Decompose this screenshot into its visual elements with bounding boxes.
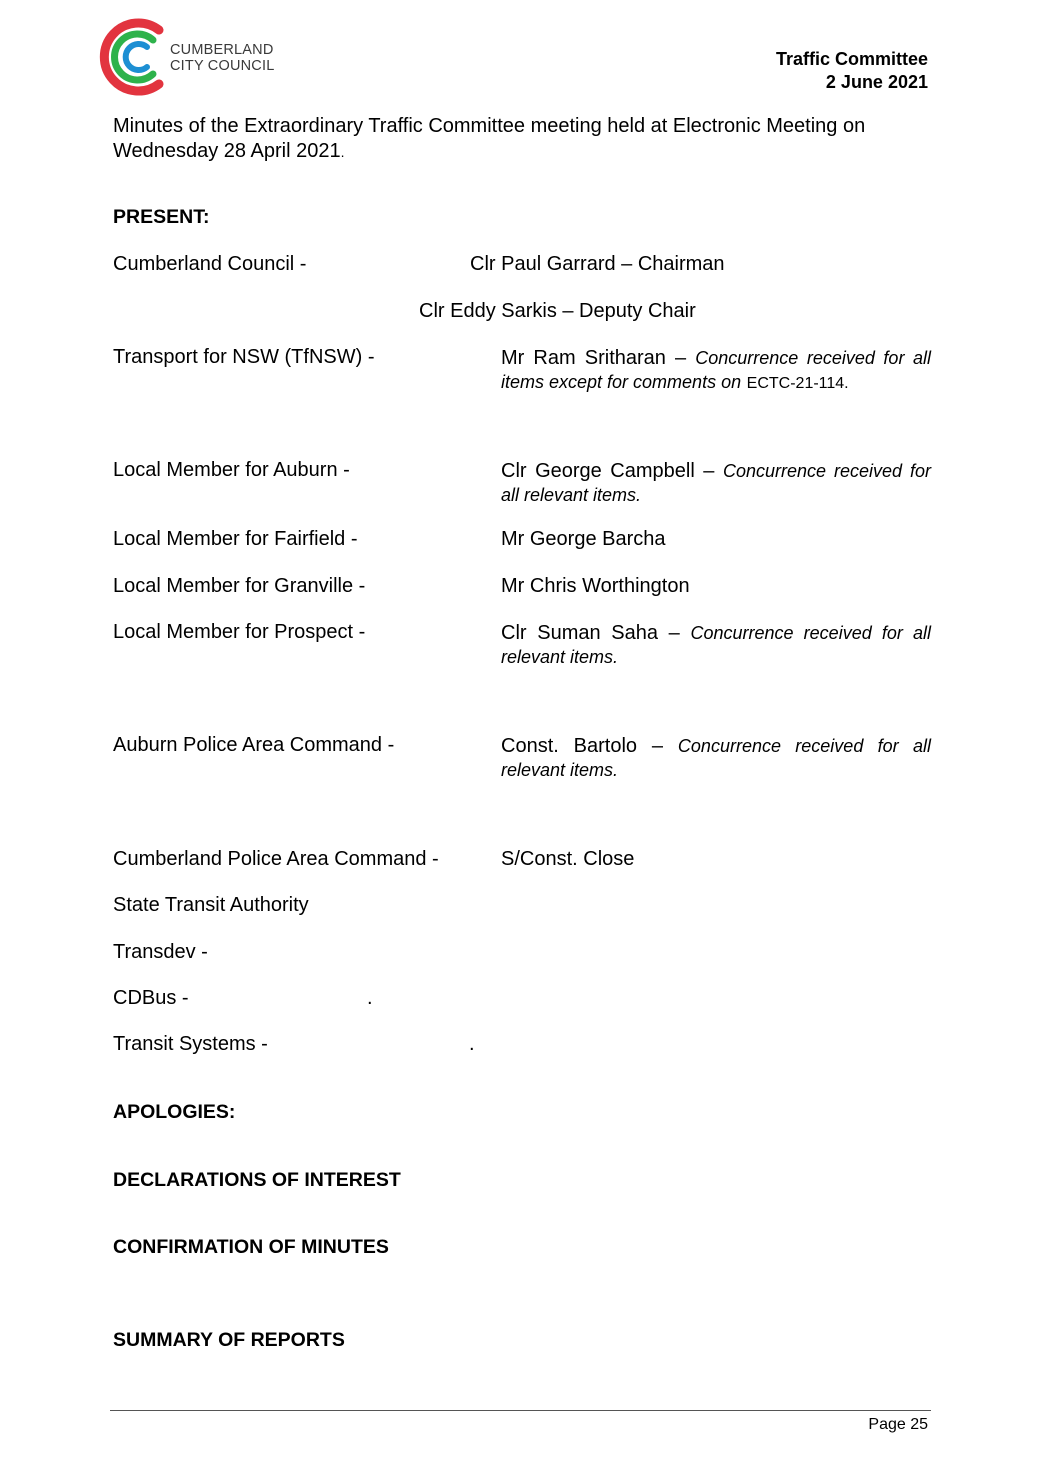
prospect-label: Local Member for Prospect - [113,621,366,643]
granville-label: Local Member for Granville - [113,575,366,597]
auburn-label: Local Member for Auburn - [113,459,350,481]
prospect-note: Concurrence received for all relevant items. [501,623,931,667]
auburn-police-value [501,734,931,782]
declarations-heading: DECLARATIONS OF INTEREST [113,1169,401,1191]
logo-line-1: CUMBERLAND [170,42,274,58]
prospect-value [501,621,931,669]
intro-date: Wednesday 28 April 2021 [113,140,341,162]
confirmation-heading: CONFIRMATION OF MINUTES [113,1236,389,1258]
logo-line-2: CITY COUNCIL [170,58,275,74]
transit-systems-label: Transit Systems - [113,1033,268,1055]
page-number: Page 25 [868,1416,928,1433]
sta-label: State Transit Authority [113,894,309,916]
tfnsw-name: Mr Ram Sritharan – [501,347,687,369]
tfnsw-note: Concurrence received for all items except for comments on [501,348,931,392]
auburn-police-name: Const. Bartolo – [501,735,664,757]
cumberland-police-label: Cumberland Police Area Command - [113,848,439,870]
tfnsw-value [501,346,931,396]
auburn-police-note: Concurrence received for all relevant items. [501,736,931,780]
council-logo-mark [97,16,177,98]
intro-line-2 [113,139,933,165]
committee-title: Traffic Committee [775,49,928,69]
granville-name: Mr Chris Worthington [501,575,690,597]
tfnsw-code: ECTC-21-114. [746,375,849,392]
apologies-heading: APOLOGIES: [113,1101,236,1123]
fairfield-name: Mr George Barcha [501,528,666,550]
cdbus-value: . [367,987,373,1009]
auburn-police-label: Auburn Police Area Command - [113,734,395,756]
council-deputy: Clr Eddy Sarkis – Deputy Chair [419,300,696,322]
intro-period: . [340,144,345,160]
council-chair: Clr Paul Garrard – Chairman [470,253,725,275]
transit-systems-value: . [469,1033,475,1055]
summary-heading: SUMMARY OF REPORTS [113,1329,345,1351]
logo-wordmark [170,42,274,74]
council-label: Cumberland Council - [113,253,307,275]
auburn-note: Concurrence received for all relevant items. [501,461,931,505]
intro-line-1: Minutes of the Extraordinary Traffic Committee meeting held at Electronic Meeting on [113,115,866,137]
auburn-name: Clr George Campbell – [501,460,715,482]
present-heading: PRESENT: [113,206,210,228]
prospect-name: Clr Suman Saha – [501,622,680,644]
transdev-label: Transdev - [113,941,208,963]
fairfield-label: Local Member for Fairfield - [113,528,358,550]
document-date: 2 June 2021 [825,72,928,92]
auburn-value [501,459,931,507]
tfnsw-label: Transport for NSW (TfNSW) - [113,346,375,368]
intro-paragraph [113,114,933,165]
footer-divider [110,1410,931,1411]
cumberland-police-name: S/Const. Close [501,848,635,870]
cdbus-label: CDBus - [113,987,189,1009]
